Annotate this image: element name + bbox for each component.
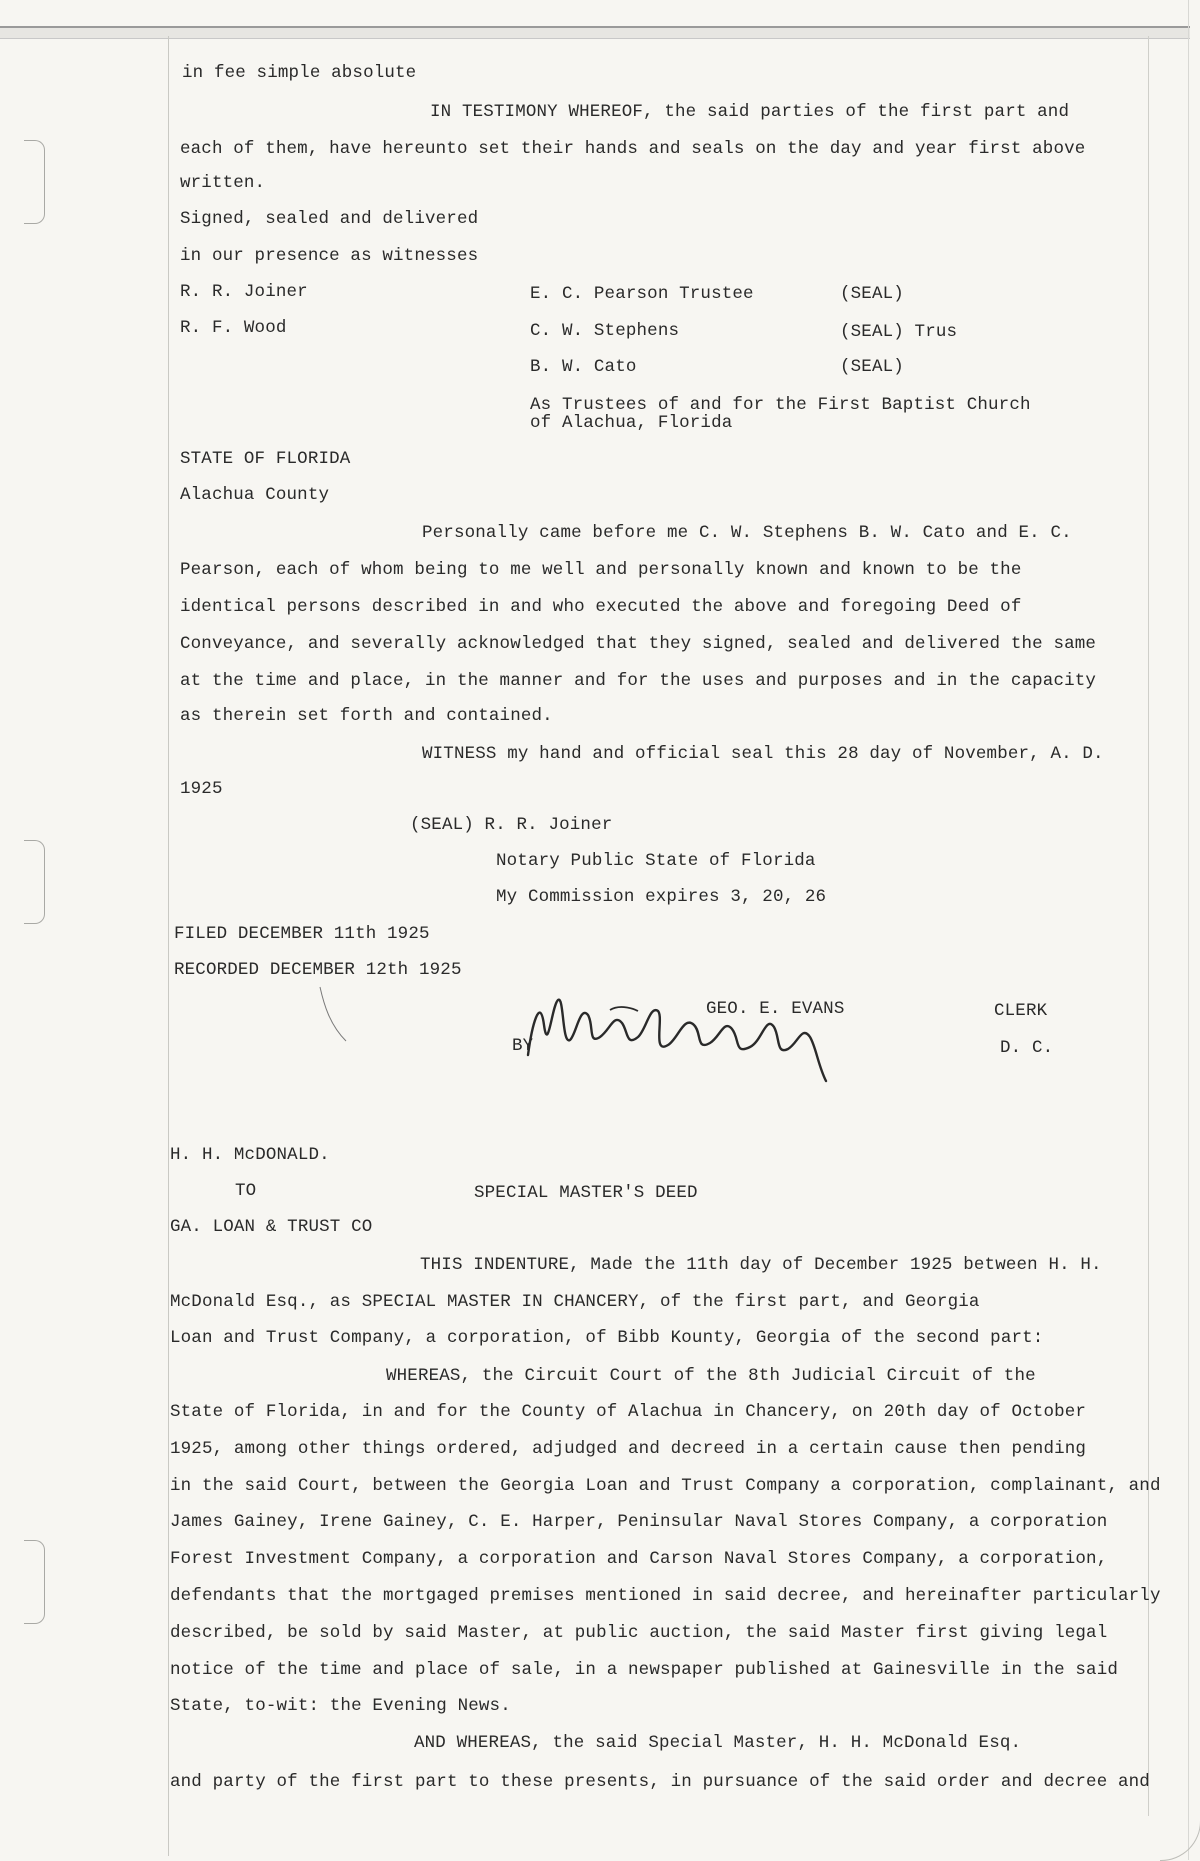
text-line: WITNESS my hand and official seal this 28 day of November, A. D.: [422, 744, 1104, 764]
text-line: in our presence as witnesses: [180, 246, 479, 266]
grantor-name: H. H. McDONALD.: [170, 1145, 330, 1165]
text-line: notice of the time and place of sale, in a newspaper published at Gainesville in the said: [170, 1660, 1119, 1680]
seal-mark: (SEAL) Trus: [840, 322, 958, 342]
witness-name: R. R. Joiner: [180, 282, 308, 302]
trustee-capacity: As Trustees of and for the First Baptist Church: [530, 395, 1031, 415]
signatory-name: E. C. Pearson Trustee: [530, 284, 754, 304]
deputy-clerk-title: D. C.: [1000, 1038, 1054, 1058]
instrument-title: SPECIAL MASTER'S DEED: [474, 1183, 698, 1203]
text-line: Personally came before me C. W. Stephens B. W. Cato and E. C.: [422, 523, 1072, 543]
text-line: Signed, sealed and delivered: [180, 209, 479, 229]
text-line: WHEREAS, the Circuit Court of the 8th Judicial Circuit of the: [386, 1366, 1036, 1386]
left-margin-rule: [168, 36, 169, 1856]
witness-name: R. F. Wood: [180, 318, 287, 338]
text-line: at the time and place, in the manner and for the uses and purposes and in the capacity: [180, 671, 1097, 691]
signatory-name: C. W. Stephens: [530, 321, 680, 341]
by-label: BY: [512, 1036, 534, 1056]
text-line: 1925, among other things ordered, adjudged and decreed in a certain cause then pending: [170, 1439, 1087, 1459]
page-corner-curl: [1160, 1760, 1200, 1861]
to-label: TO: [235, 1181, 257, 1201]
text-line: James Gainey, Irene Gainey, C. E. Harper, Peninsular Naval Stores Company, a corporation: [170, 1512, 1108, 1532]
text-line: State of Florida, in and for the County of Alachua in Chancery, on 20th day of October: [170, 1402, 1087, 1422]
text-line: Forest Investment Company, a corporation and Carson Naval Stores Company, a corporation,: [170, 1549, 1108, 1569]
text-line: each of them, have hereunto set their hands and seals on the day and year first above: [180, 139, 1086, 159]
text-line: AND WHEREAS, the said Special Master, H. H. McDonald Esq.: [414, 1733, 1022, 1753]
clerk-name: GEO. E. EVANS: [706, 999, 845, 1019]
notary-signature-line: (SEAL) R. R. Joiner: [410, 815, 613, 835]
text-line: State, to-wit: the Evening News.: [170, 1696, 511, 1716]
deputy-clerk-handwritten-signature: [518, 985, 848, 1085]
text-line: McDonald Esq., as SPECIAL MASTER IN CHANCERY, of the first part, and Georgia: [170, 1292, 980, 1312]
text-line: Conveyance, and severally acknowledged that they signed, sealed and delivered the same: [180, 634, 1097, 654]
grantee-name: GA. LOAN & TRUST CO: [170, 1217, 373, 1237]
text-line: IN TESTIMONY WHEREOF, the said parties of the first part and: [430, 102, 1070, 122]
text-line: in the said Court, between the Georgia Loan and Trust Company a corporation, complainant, and: [170, 1476, 1161, 1496]
text-line: as therein set forth and contained.: [180, 706, 553, 726]
filed-date: FILED DECEMBER 11th 1925: [174, 924, 430, 944]
text-line: THIS INDENTURE, Made the 11th day of December 1925 between H. H.: [420, 1255, 1102, 1275]
clerk-title: CLERK: [994, 1001, 1048, 1021]
text-line: defendants that the mortgaged premises mentioned in said decree, and hereinafter particularly: [170, 1586, 1161, 1606]
notary-commission: My Commission expires 3, 20, 26: [496, 887, 827, 907]
pencil-stroke-mark: [318, 985, 348, 1045]
page-edge-rule: [1188, 0, 1189, 1860]
binder-hole-middle: [24, 840, 45, 924]
text-line: Loan and Trust Company, a corporation, of Bibb Kounty, Georgia of the second part:: [170, 1328, 1044, 1348]
text-line: described, be sold by said Master, at public auction, the said Master first giving legal: [170, 1623, 1108, 1643]
binder-hole-top: [24, 140, 45, 224]
page-top-border: [0, 26, 1190, 39]
seal-mark: (SEAL): [840, 357, 904, 377]
venue-state: STATE OF FLORIDA: [180, 449, 351, 469]
notary-title: Notary Public State of Florida: [496, 851, 816, 871]
venue-county: Alachua County: [180, 485, 330, 505]
text-line: 1925: [180, 779, 223, 799]
recorded-date: RECORDED DECEMBER 12th 1925: [174, 960, 462, 980]
text-line: in fee simple absolute: [182, 63, 417, 83]
text-line: written.: [180, 173, 266, 193]
text-line: identical persons described in and who executed the above and foregoing Deed of: [180, 597, 1022, 617]
right-margin-rule: [1148, 36, 1149, 1816]
text-line: and party of the first part to these presents, in pursuance of the said order and decree and: [170, 1772, 1150, 1792]
text-line: Pearson, each of whom being to me well and personally known and known to be the: [180, 560, 1022, 580]
binder-hole-bottom: [24, 1540, 45, 1624]
seal-mark: (SEAL): [840, 284, 904, 304]
trustee-capacity: of Alachua, Florida: [530, 413, 733, 433]
signatory-name: B. W. Cato: [530, 357, 637, 377]
